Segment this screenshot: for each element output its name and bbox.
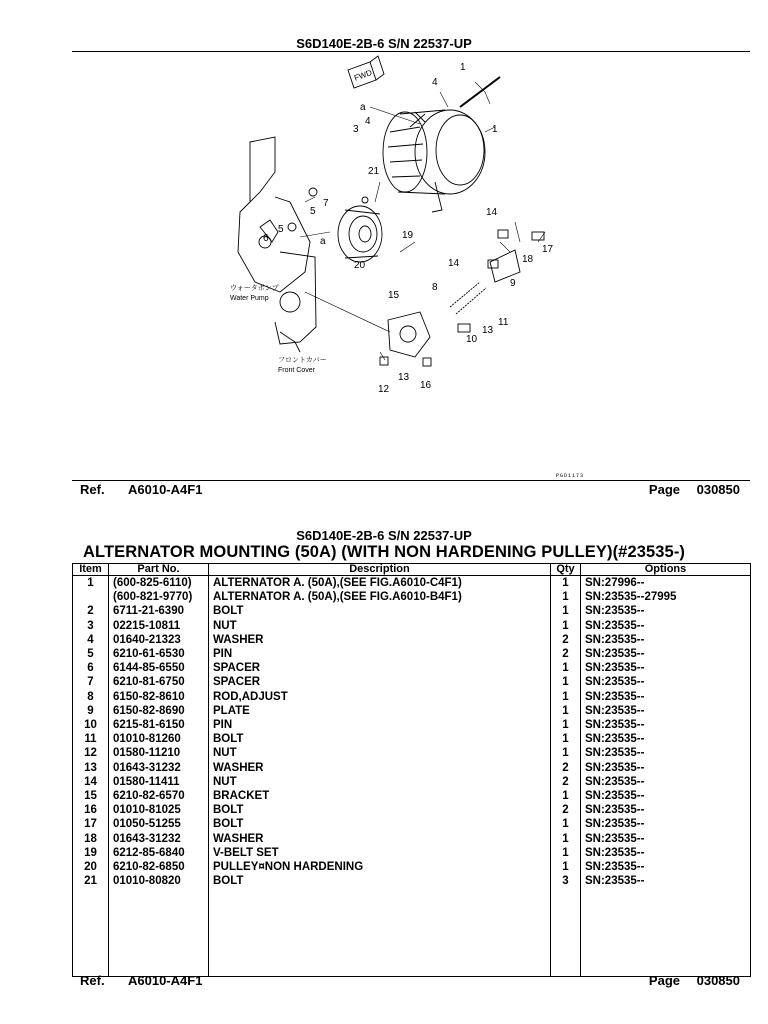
page-value-bottom: 030850 [696,973,740,988]
row-description: BOLT [209,874,551,888]
callout-13: 13 [482,325,494,336]
row-qty: 2 [551,647,581,661]
row-qty: 3 [551,874,581,888]
callout-21: 21 [368,166,380,177]
col-header-qty: Qty [551,564,581,576]
row-item: 8 [73,690,109,704]
row-qty: 1 [551,604,581,618]
col-header-description: Description [209,564,551,576]
row-qty: 1 [551,704,581,718]
callout-a: a [360,102,366,113]
callout-2: 1 [460,62,466,73]
row-part-no: 01643-31232 [109,832,209,846]
callout-12: 12 [378,384,390,395]
row-qty: 1 [551,576,581,591]
row-description: SPACER [209,675,551,689]
row-description: ROD,ADJUST [209,690,551,704]
row-description: BOLT [209,817,551,831]
row-qty: 1 [551,817,581,831]
row-options: SN:23535-- [581,647,751,661]
row-description: PIN [209,718,551,732]
row-description: PIN [209,647,551,661]
row-description: NUT [209,746,551,760]
row-description: PLATE [209,704,551,718]
row-item: 15 [73,789,109,803]
row-options: SN:23535-- [581,704,751,718]
row-part-no: 01050-51255 [109,817,209,831]
row-qty: 1 [551,661,581,675]
row-item: 2 [73,604,109,618]
row-description: BRACKET [209,789,551,803]
row-part-no: 6150-82-8690 [109,704,209,718]
callout-16: 16 [420,380,432,391]
table-row [73,675,751,689]
callout-14b: 14 [448,258,460,269]
parts-table [72,563,751,977]
section-title: ALTERNATOR MOUNTING (50A) (WITH NON HARDENING PULLEY)(#23535-) [82,543,686,561]
row-part-no: 02215-10811 [109,619,209,633]
row-description: NUT [209,619,551,633]
water-pump-en: Water Pump [230,295,269,302]
callout-6: 6 [263,233,269,244]
callout-13b: 13 [398,372,410,383]
row-part-no: 01643-31232 [109,761,209,775]
row-description: ALTERNATOR A. (50A),(SEE FIG.A6010-C4F1) [209,576,551,591]
row-part-no: 6210-81-6750 [109,675,209,689]
row-part-no: 6144-85-6550 [109,661,209,675]
table-row [73,860,751,874]
water-pump-jp: ウォータポンプ [230,285,279,292]
table-row [73,633,751,647]
front-cover-en: Front Cover [278,367,315,374]
table-row [73,874,751,888]
callout-4: 4 [432,77,438,88]
table-row [73,746,751,760]
figure-code: PGD1173 [556,473,585,479]
row-part-no: (600-821-9770) [109,590,209,604]
row-item: 17 [73,817,109,831]
row-options: SN:23535-- [581,860,751,874]
callout-5b: 5 [278,224,284,235]
row-options: SN:23535-- [581,846,751,860]
row-qty: 1 [551,832,581,846]
ref-top-rule [72,480,750,481]
row-options: SN:23535--27995 [581,590,751,604]
row-part-no: 01010-81025 [109,803,209,817]
row-description: SPACER [209,661,551,675]
callout-19: 19 [402,230,414,241]
row-item [73,590,109,604]
table-row [73,661,751,675]
ref-value: A6010-A4F1 [128,482,203,497]
callout-7: 7 [323,198,329,209]
row-part-no: 01580-11210 [109,746,209,760]
pulley-drawing [338,206,382,262]
row-description: PULLEY¤NON HARDENING [209,860,551,874]
filler-cell [209,888,551,977]
table-row [73,718,751,732]
table-row [73,789,751,803]
callout-5: 5 [310,206,316,217]
row-qty: 1 [551,619,581,633]
row-part-no: (600-825-6110) [109,576,209,591]
row-qty: 1 [551,675,581,689]
section-model-header: S6D140E-2B-6 S/N 22537-UP [296,528,472,543]
table-filler-row [73,888,751,977]
page-value: 030850 [696,482,740,497]
row-item: 13 [73,761,109,775]
row-options: SN:23535-- [581,732,751,746]
row-options: SN:27996-- [581,576,751,591]
row-item: 14 [73,775,109,789]
row-item: 20 [73,860,109,874]
filler-cell [73,888,109,977]
callout-14: 14 [486,207,498,218]
callout-17: 17 [542,244,554,255]
table-row [73,619,751,633]
row-part-no: 6711-21-6390 [109,604,209,618]
exploded-diagram [220,52,600,472]
row-item: 12 [73,746,109,760]
parts-table-body [73,576,751,977]
callout-9: 9 [510,278,516,289]
row-options: SN:23535-- [581,775,751,789]
row-part-no: 6210-82-6570 [109,789,209,803]
row-description: WASHER [209,633,551,647]
row-part-no: 6210-82-6850 [109,860,209,874]
row-options: SN:23535-- [581,661,751,675]
table-row [73,690,751,704]
row-item: 3 [73,619,109,633]
row-qty: 1 [551,860,581,874]
table-row [73,576,751,591]
row-part-no: 6212-85-6840 [109,846,209,860]
diagram-labels [230,283,327,374]
row-qty: 2 [551,775,581,789]
filler-cell [109,888,209,977]
row-part-no: 01010-80820 [109,874,209,888]
row-item: 19 [73,846,109,860]
row-item: 1 [73,576,109,591]
row-part-no: 01010-81260 [109,732,209,746]
row-item: 21 [73,874,109,888]
row-options: SN:23535-- [581,604,751,618]
table-row [73,775,751,789]
table-row [73,647,751,661]
row-options: SN:23535-- [581,619,751,633]
table-row [73,803,751,817]
row-item: 18 [73,832,109,846]
row-item: 11 [73,732,109,746]
row-description: BOLT [209,803,551,817]
filler-cell [581,888,751,977]
col-header-options: Options [581,564,751,576]
ref-label-bottom: Ref. [80,973,105,988]
row-qty: 1 [551,590,581,604]
row-qty: 1 [551,732,581,746]
row-options: SN:23535-- [581,761,751,775]
row-qty: 1 [551,846,581,860]
row-description: BOLT [209,604,551,618]
row-qty: 2 [551,633,581,647]
row-options: SN:23535-- [581,803,751,817]
front-cover-jp: フロントカバー [278,357,327,364]
col-header-part-no: Part No. [109,564,209,576]
row-options: SN:23535-- [581,690,751,704]
callout-11: 11 [498,317,509,328]
row-qty: 1 [551,746,581,760]
callout-3: 3 [353,124,359,135]
callout-18: 18 [522,254,534,265]
row-part-no: 01640-21323 [109,633,209,647]
engine-block-outline [238,137,316,352]
row-qty: 2 [551,803,581,817]
fwd-arrow-icon [348,56,384,88]
filler-cell [551,888,581,977]
row-item: 4 [73,633,109,647]
row-options: SN:23535-- [581,832,751,846]
row-description: ALTERNATOR A. (50A),(SEE FIG.A6010-B4F1) [209,590,551,604]
table-row [73,817,751,831]
row-part-no: 6210-61-6530 [109,647,209,661]
row-item: 9 [73,704,109,718]
ref-value-bottom: A6010-A4F1 [128,973,203,988]
row-options: SN:23535-- [581,874,751,888]
fwd-label: FWD [352,68,374,83]
row-description: BOLT [209,732,551,746]
row-options: SN:23535-- [581,789,751,803]
row-part-no: 6215-81-6150 [109,718,209,732]
callout-8: 8 [432,282,438,293]
callout-10: 10 [466,334,478,345]
row-part-no: 6150-82-8610 [109,690,209,704]
row-item: 16 [73,803,109,817]
row-description: WASHER [209,761,551,775]
table-header-row [73,564,751,576]
row-options: SN:23535-- [581,675,751,689]
row-description: V-BELT SET [209,846,551,860]
row-options: SN:23535-- [581,817,751,831]
table-row [73,732,751,746]
callout-20: 20 [354,260,366,271]
table-row [73,704,751,718]
row-description: NUT [209,775,551,789]
row-qty: 2 [551,761,581,775]
row-options: SN:23535-- [581,718,751,732]
page-label: Page [648,482,680,497]
alternator-drawing [383,110,485,212]
callout-1: 1 [492,124,498,135]
row-options: SN:23535-- [581,746,751,760]
table-row [73,590,751,604]
callout-4b: 4 [365,116,371,127]
table-row [73,846,751,860]
top-model-header: S6D140E-2B-6 S/N 22537-UP [296,36,472,51]
row-item: 10 [73,718,109,732]
row-item: 6 [73,661,109,675]
row-part-no: 01580-11411 [109,775,209,789]
row-item: 5 [73,647,109,661]
row-qty: 1 [551,789,581,803]
row-qty: 1 [551,718,581,732]
row-options: SN:23535-- [581,633,751,647]
table-row [73,832,751,846]
ref-label: Ref. [80,482,105,497]
row-item: 7 [73,675,109,689]
callout-15: 15 [388,290,400,301]
row-description: WASHER [209,832,551,846]
table-row [73,761,751,775]
col-header-item: Item [73,564,109,576]
callout-a2: a [320,236,326,247]
page-label-bottom: Page [648,973,680,988]
row-qty: 1 [551,690,581,704]
table-row [73,604,751,618]
